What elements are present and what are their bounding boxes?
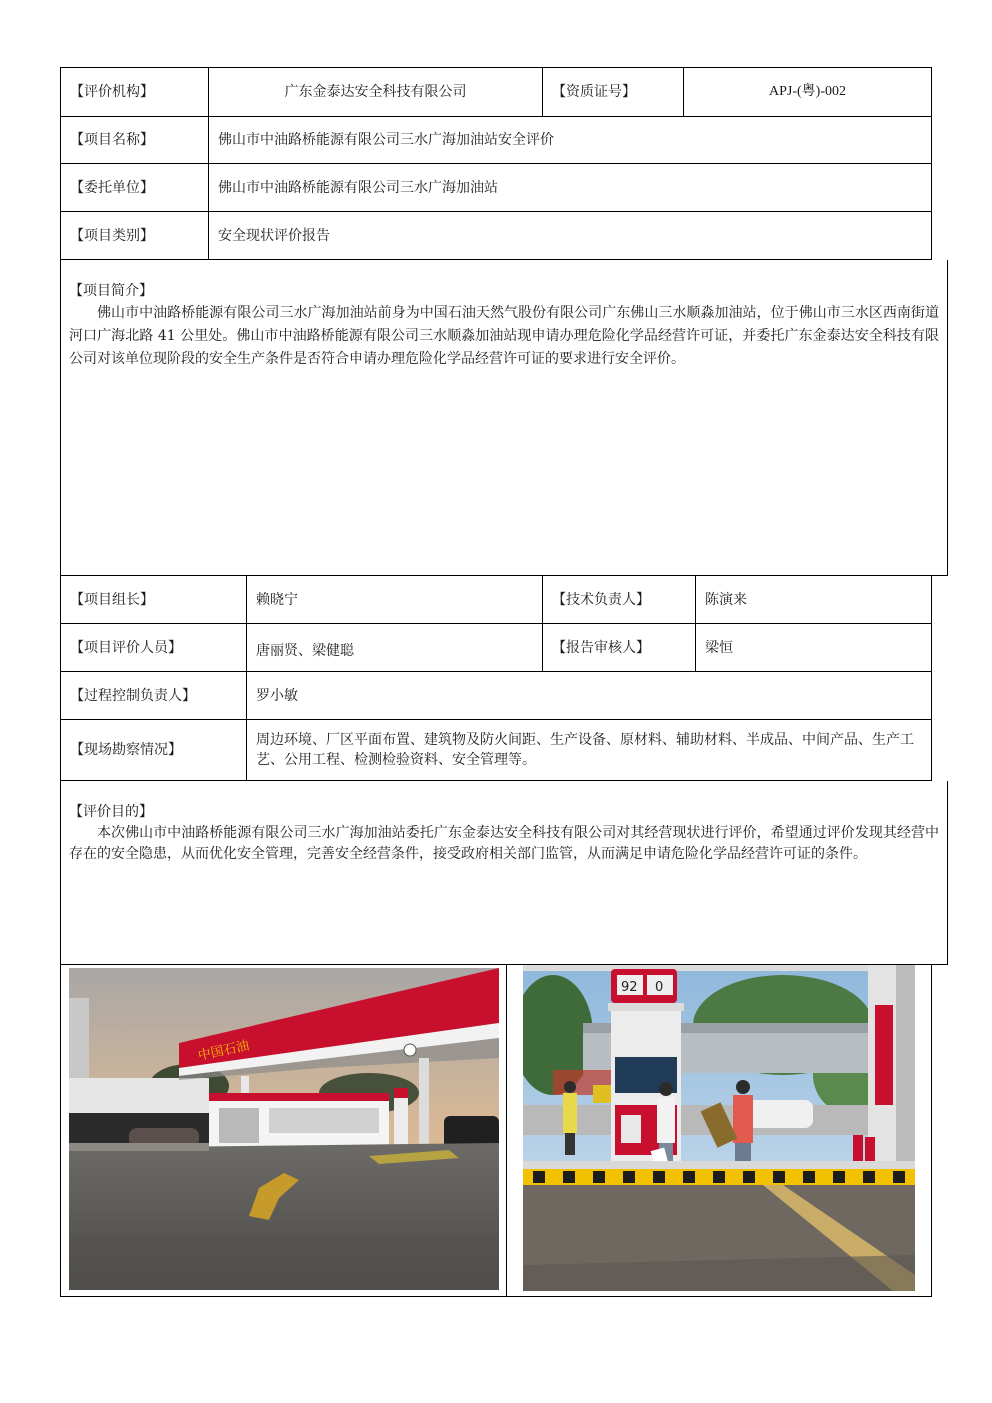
price-left: 92 [621,980,638,995]
row-client [60,164,932,212]
row-leader [60,576,932,624]
category-value: 安全现状评价报告 [218,227,330,244]
purpose-text: 本次佛山市中油路桥能源有限公司三水广海加油站委托广东金泰达安全科技有限公司对其经营现状进行评价，希望通过评价发现其经营中存在的安全隐患，从而优化安全管理，完善安全经营条件，接受政府相关部门监管，从而满足申请危险化学品经营许可证的条件。 [69,825,939,862]
category-label: 【项目类别】 [61,212,209,259]
photo-cell-pump [507,965,931,1296]
fuel-pump-photo [523,965,915,1291]
client-label: 【委托单位】 [61,164,209,211]
row-survey [60,720,932,781]
purpose-label: 【评价目的】 [69,804,153,820]
evaluators-label: 【项目评价人员】 [61,624,247,671]
leader-value: 赖晓宁 [247,576,543,623]
cert-value: APJ-(粤)-002 [769,84,846,99]
tech-lead-value: 陈演来 [705,591,747,608]
evaluators-value: 唐丽贤、梁健聪 [247,624,543,671]
row-project-name [60,116,932,164]
reviewer-value: 梁恒 [705,639,733,656]
project-name-label: 【项目名称】 [61,116,209,163]
tech-lead-label: 【技术负责人】 [543,576,696,623]
evaluation-info-sheet [60,67,939,1297]
project-name-value: 佛山市中油路桥能源有限公司三水广海加油站安全评价 [218,131,554,148]
gas-station-photo [69,968,499,1290]
row-evaluators [60,624,932,672]
petrochina-sign: 中国石油 [196,1038,251,1064]
client-value: 佛山市中油路桥能源有限公司三水广海加油站 [218,179,498,196]
leader-label: 【项目组长】 [61,576,247,623]
cert-label: 【资质证号】 [543,68,684,116]
purpose-block [60,781,948,965]
site-photos-row [60,965,932,1297]
process-label: 【过程控制负责人】 [61,672,247,719]
row-org [60,67,932,117]
intro-text: 佛山市中油路桥能源有限公司三水广海加油站前身为中国石油天然气股份有限公司广东佛山三水顺淼加油站，位于佛山市三水区西南街道河口广海北路 41 公里处。佛山市中油路桥能源有限公司三水顺淼加油站现申请办理危险化学品经营许可证，并委托广东金泰达安全科技有限公司对该单位现阶段的安全生产条件是否符合申请办理危险化学品经营许可证的要求进行安全评价。 [69,305,939,367]
photo-cell-station [61,965,507,1296]
survey-label: 【现场勘察情况】 [61,720,247,780]
org-label: 【评价机构】 [61,68,209,116]
reviewer-label: 【报告审核人】 [543,624,696,671]
process-value: 罗小敏 [256,687,298,704]
intro-label: 【项目简介】 [69,283,153,299]
price-right: 0 [655,980,664,995]
row-category [60,212,932,260]
row-process-control [60,672,932,720]
intro-block [60,260,948,576]
org-value: 广东金泰达安全科技有限公司 [209,68,543,116]
survey-value: 周边环境、厂区平面布置、建筑物及防火间距、生产设备、原材料、辅助材料、半成品、中间产品、生产工艺、公用工程、检测检验资料、安全管理等。 [256,732,914,768]
